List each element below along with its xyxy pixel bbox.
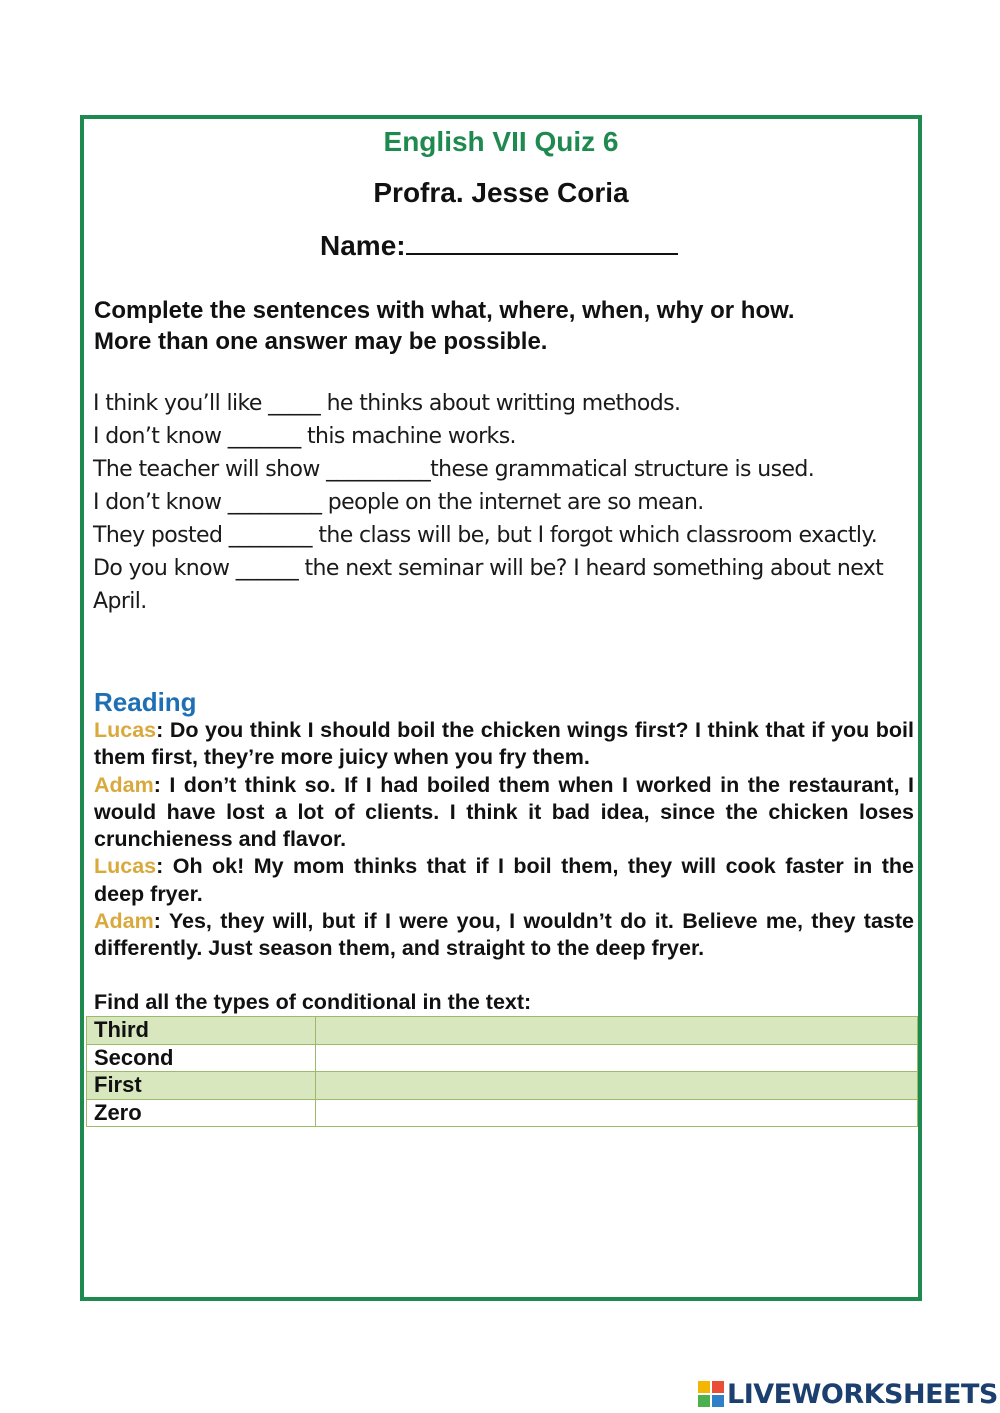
quiz-title: English VII Quiz 6 <box>383 126 619 157</box>
conditionals-table <box>86 1016 918 1127</box>
sentence-5: They posted ________ the class will be, but I forgot which classroom exactly. <box>93 523 878 548</box>
answer-cell[interactable] <box>316 1072 918 1100</box>
speaker-name: Adam <box>94 909 154 934</box>
dialogue-line <box>94 717 914 772</box>
dialogue-text: : Do you think I should boil the chicken wings first? I think that if you boil them first, they’re more juicy when you fry them. <box>94 718 914 770</box>
blocks-icon <box>698 1381 724 1407</box>
table-row <box>87 1017 918 1045</box>
row-label: Second <box>87 1044 316 1072</box>
sentence-3: The teacher will show __________these grammatical structure is used. <box>93 457 815 482</box>
table-row <box>87 1099 918 1127</box>
block-icon <box>698 1381 710 1393</box>
instructions <box>94 295 904 357</box>
dialogue-text: : I don’t think so. If I had boiled them when I worked in the restaurant, I would have lost a lot of clients. I think it bad idea, since the chicken loses crunchieness and flavor. <box>94 772 914 852</box>
sentence-4: I don’t know _________ people on the internet are so mean. <box>93 490 704 515</box>
worksheet-frame <box>80 115 922 1301</box>
answer-cell[interactable] <box>316 1044 918 1072</box>
name-label: Name: <box>320 230 406 261</box>
row-label: First <box>87 1072 316 1100</box>
sentence-6: Do you know ______ the next seminar will be? I heard something about next April. <box>93 556 884 614</box>
reading-heading: Reading <box>94 687 197 717</box>
sentence-2: I don’t know _______ this machine works. <box>93 424 516 449</box>
brand-name: LIVEWORKSHEETS <box>727 1378 998 1410</box>
dialogue-text: : Yes, they will, but if I were you, I wouldn’t do it. Believe me, they taste differently. Just season them, and straight to the deep fryer. <box>94 909 914 961</box>
liveworksheets-logo <box>698 1380 998 1408</box>
block-icon <box>712 1395 724 1407</box>
sentence-1: I think you’ll like _____ he thinks about writting methods. <box>93 391 681 416</box>
block-icon <box>698 1395 710 1407</box>
answer-cell[interactable] <box>316 1017 918 1045</box>
teacher-name: Profra. Jesse Coria <box>373 177 629 208</box>
reading-dialogue <box>94 717 914 963</box>
dialogue-text: : Oh ok! My mom thinks that if I boil them, they will cook faster in the deep fryer. <box>94 854 914 906</box>
block-icon <box>712 1381 724 1393</box>
name-blank[interactable] <box>406 229 678 255</box>
sentence-list <box>93 387 919 618</box>
dialogue-line <box>94 772 914 854</box>
instructions-line-1: Complete the sentences with what, where, when, why or how. <box>94 297 795 324</box>
conditionals-prompt: Find all the types of conditional in the text: <box>94 990 532 1014</box>
student-name-row <box>320 229 678 262</box>
dialogue-line <box>94 853 914 908</box>
speaker-name: Lucas <box>94 854 157 879</box>
speaker-name: Lucas <box>94 718 157 742</box>
dialogue-line <box>94 908 914 963</box>
row-label: Zero <box>87 1099 316 1127</box>
table-row <box>87 1044 918 1072</box>
table-row <box>87 1072 918 1100</box>
speaker-name: Adam <box>94 772 154 797</box>
instructions-line-2: More than one answer may be possible. <box>94 328 548 355</box>
row-label: Third <box>87 1017 316 1045</box>
answer-cell[interactable] <box>316 1099 918 1127</box>
